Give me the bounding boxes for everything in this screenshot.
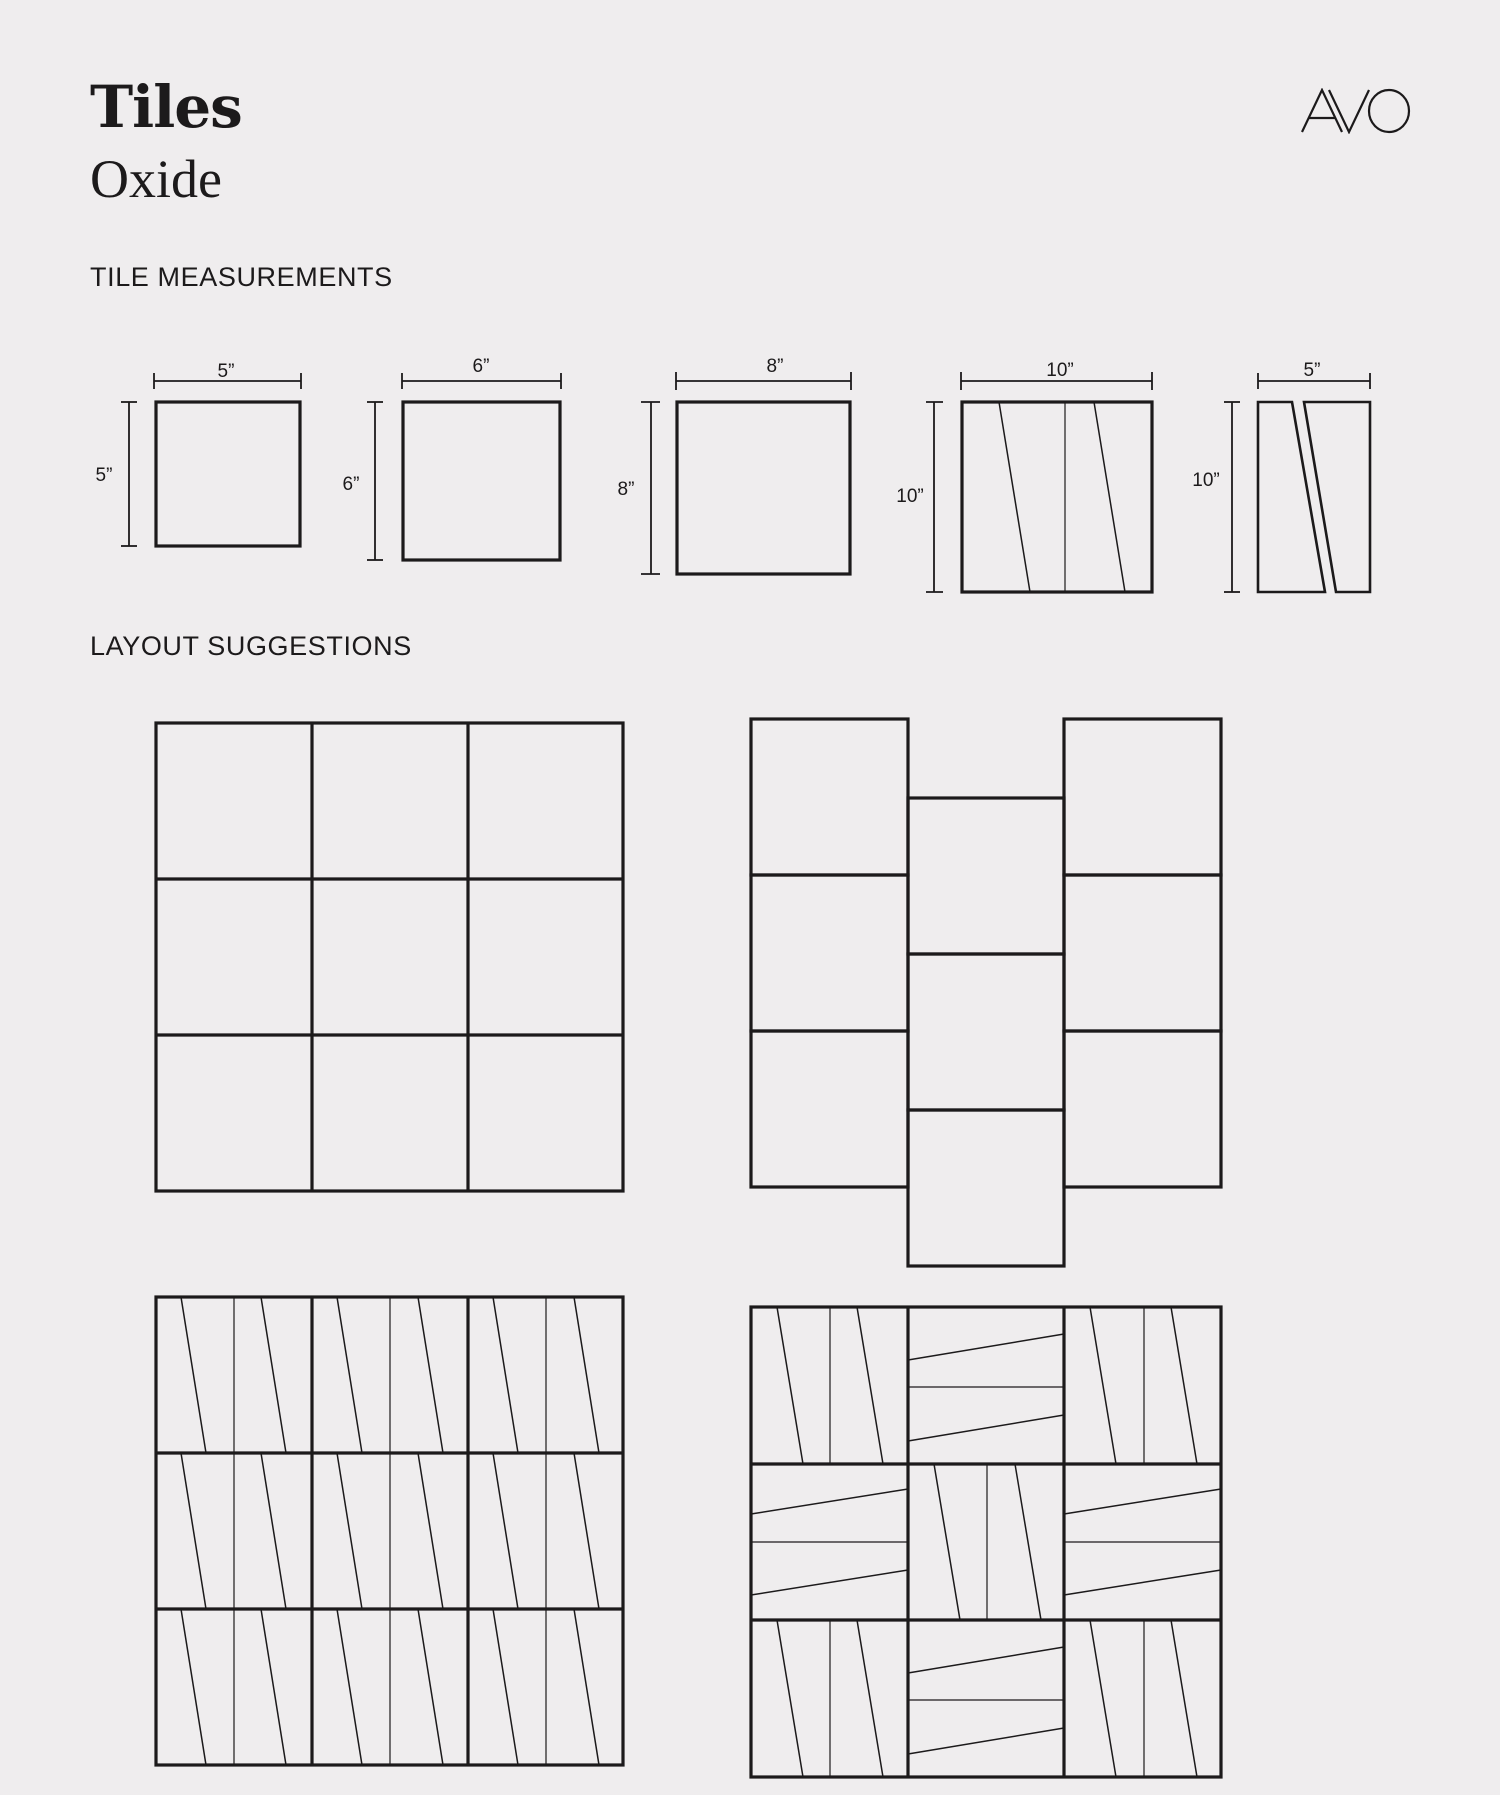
- tile-measurements-heading: TILE MEASUREMENTS: [90, 262, 393, 292]
- tile-10x10-split: [926, 372, 1152, 592]
- page-subtitle: Oxide: [90, 149, 222, 209]
- measurement-labels: [96, 356, 1321, 507]
- svg-text:10”: 10”: [1046, 360, 1074, 381]
- layout-grid-3x3: [156, 723, 623, 1191]
- tile-8x8: [641, 372, 851, 574]
- layout-basketweave: [751, 1307, 1221, 1777]
- svg-text:8”: 8”: [617, 479, 635, 500]
- svg-text:10”: 10”: [896, 486, 924, 507]
- tile-6x6: [367, 373, 561, 560]
- svg-text:8”: 8”: [766, 356, 784, 377]
- svg-text:5”: 5”: [1303, 360, 1321, 381]
- tile-5x10-split: [1224, 373, 1370, 592]
- page-title: Tiles: [90, 73, 242, 141]
- layout-suggestions-heading: LAYOUT SUGGESTIONS: [90, 631, 412, 661]
- svg-text:10”: 10”: [1192, 470, 1220, 491]
- svg-text:6”: 6”: [342, 474, 360, 495]
- svg-text:6”: 6”: [472, 356, 490, 377]
- svg-text:5”: 5”: [95, 465, 113, 486]
- svg-text:5”: 5”: [217, 361, 235, 382]
- tile-5x5: [121, 373, 301, 546]
- layout-staggered-columns: [751, 719, 1221, 1266]
